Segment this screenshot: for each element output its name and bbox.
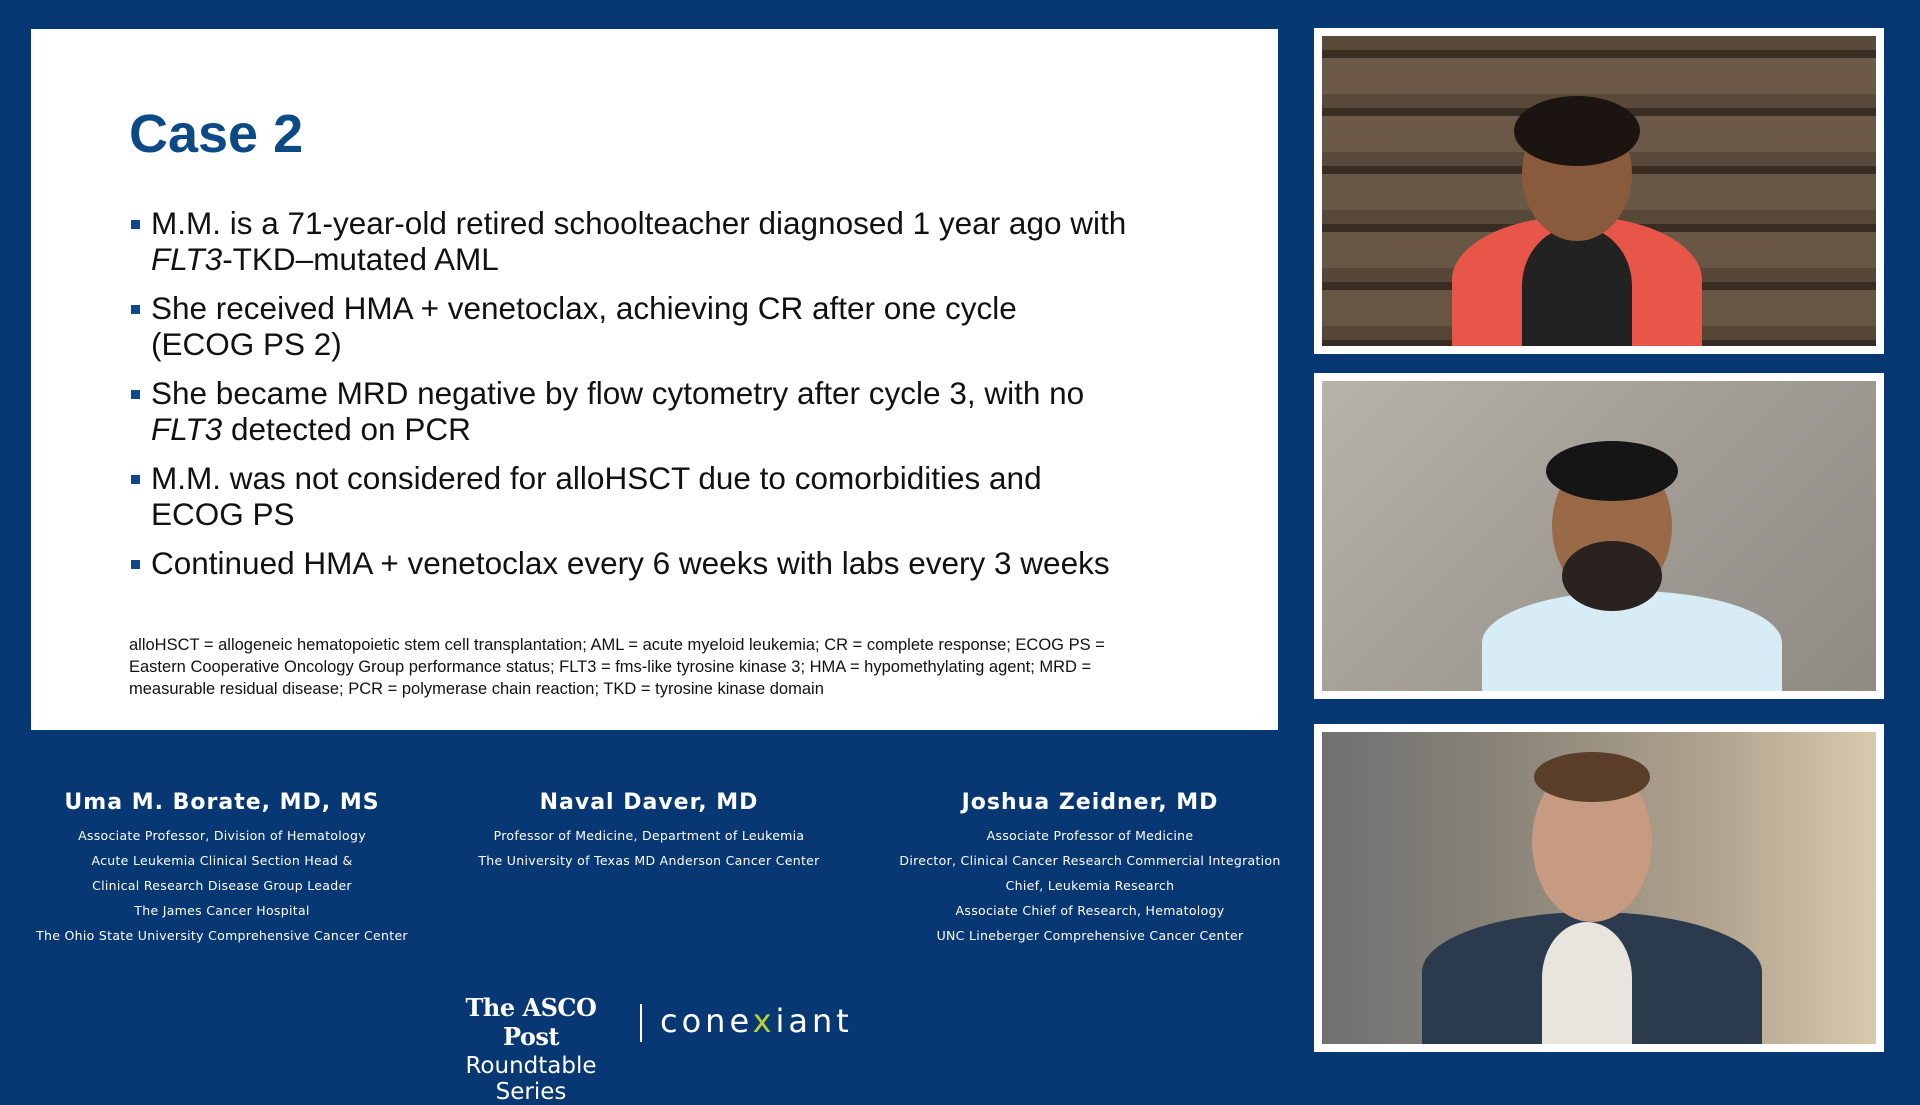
footnote-line: measurable residual disease; PCR = polymerase chain reaction; TKD = tyrosine kinase domain [129, 680, 824, 698]
bullet-text: Continued HMA + venetoclax every 6 weeks with labs every 3 weeks [151, 545, 1110, 581]
bullet-line [151, 326, 1239, 362]
presenter-role: Acute Leukemia Clinical Section Head & [91, 853, 353, 868]
participant-video-2 [1322, 381, 1876, 691]
conexiant-logo-part: cone [660, 1002, 753, 1040]
bullet-list [129, 205, 1239, 594]
presenter-role: Associate Professor of Medicine [986, 828, 1194, 843]
presenter-borate [22, 790, 422, 948]
bullet-line [151, 375, 1239, 411]
footnote-line: alloHSCT = allogeneic hematopoietic stem cell transplantation; AML = acute myeloid leukemia; CR = complete response; ECOG PS = [129, 636, 1105, 654]
participant-video-1 [1322, 36, 1876, 346]
bullet-line [151, 241, 1239, 277]
bullet-marker [131, 475, 140, 484]
bullet-text: M.M. was not considered for alloHSCT due to comorbidities and [151, 460, 1042, 496]
presenter-name: Joshua Zeidner, MD [961, 790, 1219, 815]
bullet-line [151, 460, 1239, 496]
bullet-item [129, 460, 1239, 532]
presenter-role: UNC Lineberger Comprehensive Cancer Center [936, 928, 1244, 943]
gene-name: FLT3 [151, 411, 223, 447]
presenter-role: Clinical Research Disease Group Leader [92, 878, 352, 893]
presenter-role: The University of Texas MD Anderson Cancer Center [478, 853, 820, 868]
gene-name: FLT3 [151, 241, 223, 277]
conexiant-logo [660, 1002, 853, 1040]
bullet-line [151, 290, 1239, 326]
bullet-item [129, 545, 1239, 581]
bullet-marker [131, 220, 140, 229]
footnote-line: Eastern Cooperative Oncology Group performance status; FLT3 = fms-like tyrosine kinase 3; HMA = hypomethylating agent; MRD = [129, 658, 1092, 676]
presenter-daver [449, 790, 849, 873]
bullet-line [151, 496, 1239, 532]
presentation-slide [31, 29, 1278, 730]
bullet-marker [131, 560, 140, 569]
conexiant-logo-part: iant [775, 1002, 853, 1040]
bullet-text: She became MRD negative by flow cytometry after cycle 3, with no [151, 375, 1085, 411]
bullet-text: M.M. is a 71-year-old retired schoolteacher diagnosed 1 year ago with [151, 205, 1127, 241]
asco-logo-line2: Roundtable Series [465, 1053, 597, 1105]
presenter-role: Professor of Medicine, Department of Leukemia [493, 828, 805, 843]
bullet-text: (ECOG PS 2) [151, 326, 342, 362]
bullet-item [129, 290, 1239, 362]
bullet-text: She received HMA + venetoclax, achieving CR after one cycle [151, 290, 1017, 326]
presenter-role: Chief, Leukemia Research [1005, 878, 1175, 893]
bullet-item [129, 375, 1239, 447]
asco-post-logo [436, 993, 626, 1105]
presenter-zeidner [890, 790, 1290, 948]
presenter-role: The James Cancer Hospital [134, 903, 310, 918]
video-tile-3[interactable] [1314, 724, 1884, 1052]
presenter-role: Director, Clinical Cancer Research Commercial Integration [899, 853, 1281, 868]
bullet-text: detected on PCR [222, 411, 471, 447]
bullet-line [151, 545, 1239, 581]
bullet-text: -TKD–mutated AML [222, 241, 499, 277]
presenter-name: Uma M. Borate, MD, MS [64, 790, 380, 815]
video-tile-2[interactable] [1314, 373, 1884, 699]
logo-divider [640, 1004, 642, 1042]
conexiant-logo-accent: x [752, 1002, 776, 1040]
presenter-role: Associate Professor, Division of Hematology [78, 828, 366, 843]
bullet-item [129, 205, 1239, 277]
presenter-name: Naval Daver, MD [539, 790, 759, 815]
bullet-text: ECOG PS [151, 496, 295, 532]
bullet-marker [131, 390, 140, 399]
bullet-line [151, 411, 1239, 447]
slide-title: Case 2 [129, 104, 304, 164]
video-tile-1[interactable] [1314, 28, 1884, 354]
presenter-role: The Ohio State University Comprehensive Cancer Center [36, 928, 408, 943]
participant-video-3 [1322, 732, 1876, 1044]
asco-logo-line1: The ASCO Post [465, 993, 597, 1051]
slide-footnote [129, 634, 1229, 700]
presenter-role: Associate Chief of Research, Hematology [955, 903, 1225, 918]
bullet-marker [131, 305, 140, 314]
bullet-line [151, 205, 1239, 241]
